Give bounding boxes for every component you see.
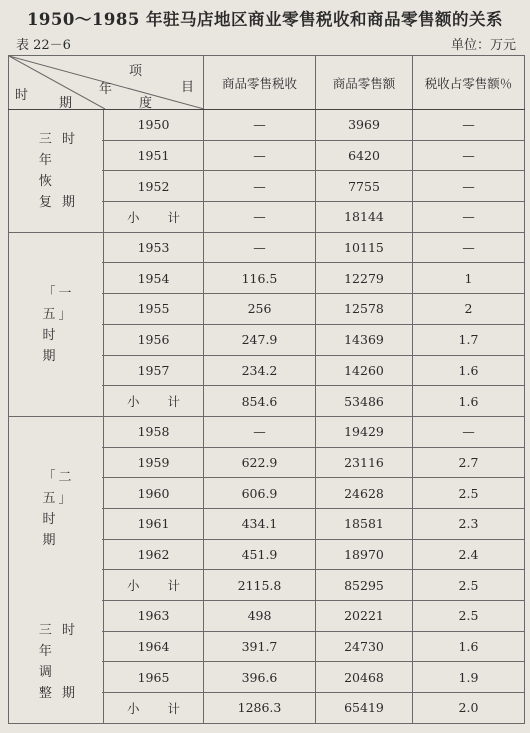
year-cell: 1963 — [137, 608, 170, 624]
ratio-cell: 2.4 — [413, 539, 525, 570]
ratio-cell: 1.7 — [413, 324, 525, 355]
tax-cell: 451.9 — [204, 539, 316, 570]
tax-cell: 622.9 — [204, 447, 316, 478]
sales-cell: 10115 — [316, 232, 413, 263]
ratio-cell: — — [413, 232, 525, 263]
sales-cell: 18144 — [316, 202, 413, 233]
ratio-cell: 2.5 — [413, 478, 525, 509]
ratio-cell: 2.7 — [413, 447, 525, 478]
page-title: 1950～1985 年驻马店地区商业零售税收和商品零售额的关系 — [26, 10, 504, 29]
subtotal-label: 小 计 — [127, 209, 192, 225]
ratio-cell: 2.5 — [413, 601, 525, 632]
sales-cell: 18581 — [316, 508, 413, 539]
tax-cell: 2115.8 — [204, 570, 316, 601]
sales-cell: 24628 — [316, 478, 413, 509]
header-degree-label: 度 — [139, 96, 153, 111]
tax-cell: — — [204, 140, 316, 171]
year-cell: 1964 — [137, 639, 170, 655]
year-cell: 1957 — [137, 362, 170, 378]
tax-cell: 256 — [204, 294, 316, 325]
year-cell: 1955 — [137, 301, 170, 317]
year-cell: 1960 — [137, 485, 170, 501]
tax-cell: — — [204, 416, 316, 447]
ratio-cell: 1.9 — [413, 662, 525, 693]
sales-cell: 20468 — [316, 662, 413, 693]
ratio-cell: 1 — [413, 263, 525, 294]
sales-cell: 6420 — [316, 140, 413, 171]
year-cell: 1954 — [137, 270, 170, 286]
sales-cell: 24730 — [316, 631, 413, 662]
tax-cell: 116.5 — [204, 263, 316, 294]
tax-cell: 247.9 — [204, 324, 316, 355]
period-label: 三 时 年 恢 复 期 — [9, 111, 102, 233]
tax-cell: 498 — [204, 601, 316, 632]
sales-cell: 20221 — [316, 601, 413, 632]
tax-cell: 234.2 — [204, 355, 316, 386]
sales-cell: 14260 — [316, 355, 413, 386]
sales-cell: 12279 — [316, 263, 413, 294]
ratio-cell: 2 — [413, 294, 525, 325]
sales-cell: 65419 — [316, 693, 413, 724]
header-shi-label: 时 — [15, 88, 29, 103]
header-item-label: 项 — [129, 64, 143, 79]
year-cell: 1950 — [137, 117, 170, 133]
sales-cell: 3969 — [316, 110, 413, 141]
year-cell: 1965 — [137, 669, 170, 685]
period-label: 「一 五」 时 期 — [9, 233, 102, 416]
header-tax: 商品零售税收 — [204, 56, 316, 110]
tax-cell: 434.1 — [204, 508, 316, 539]
header-qi-label: 期 — [59, 96, 73, 111]
year-cell: 1962 — [137, 546, 170, 562]
tax-cell: 1286.3 — [204, 693, 316, 724]
header-sales: 商品零售额 — [316, 56, 413, 110]
sales-cell: 7755 — [316, 171, 413, 202]
year-cell: 1952 — [137, 178, 170, 194]
ratio-cell: 1.6 — [413, 386, 525, 417]
diagonal-header-cell — [9, 56, 204, 110]
header-item-label-2: 目 — [181, 80, 195, 95]
ratio-cell: 2.5 — [413, 570, 525, 601]
ratio-cell: — — [413, 110, 525, 141]
tax-cell: — — [204, 202, 316, 233]
table-number: 表 22－6 — [16, 38, 71, 53]
ratio-cell: — — [413, 171, 525, 202]
sales-cell: 19429 — [316, 416, 413, 447]
sales-cell: 53486 — [316, 386, 413, 417]
year-cell: 1951 — [137, 148, 170, 164]
tax-cell: — — [204, 171, 316, 202]
year-cell: 1953 — [137, 240, 170, 256]
subtotal-label: 小 计 — [127, 578, 192, 594]
tax-cell: 854.6 — [204, 386, 316, 417]
sales-cell: 12578 — [316, 294, 413, 325]
sales-cell: 18970 — [316, 539, 413, 570]
ratio-cell: 1.6 — [413, 355, 525, 386]
tax-cell: 391.7 — [204, 631, 316, 662]
ratio-cell: — — [413, 416, 525, 447]
unit-label: 单位：万元 — [450, 38, 516, 53]
ratio-cell: 2.0 — [413, 693, 525, 724]
year-cell: 1956 — [137, 332, 170, 348]
sales-cell: 23116 — [316, 447, 413, 478]
tax-cell: — — [204, 110, 316, 141]
period-label: 「二 五」 时 期 — [9, 417, 102, 600]
tax-cell: 606.9 — [204, 478, 316, 509]
year-cell: 1959 — [137, 454, 170, 470]
ratio-cell: — — [413, 202, 525, 233]
ratio-cell: 2.3 — [413, 508, 525, 539]
ratio-cell: 1.6 — [413, 631, 525, 662]
subtotal-label: 小 计 — [127, 394, 192, 410]
header-year-label: 年 — [99, 82, 113, 97]
header-ratio: 税收占零售额％ — [413, 56, 525, 110]
period-label: 三 时 年 调 整 期 — [9, 602, 102, 724]
year-cell: 1961 — [137, 516, 170, 532]
header-row — [9, 56, 525, 110]
subtotal-label: 小 计 — [127, 700, 192, 716]
sales-cell: 85295 — [316, 570, 413, 601]
year-cell: 1958 — [137, 424, 170, 440]
ratio-cell: — — [413, 140, 525, 171]
tax-cell: 396.6 — [204, 662, 316, 693]
sales-cell: 14369 — [316, 324, 413, 355]
tax-cell: — — [204, 232, 316, 263]
